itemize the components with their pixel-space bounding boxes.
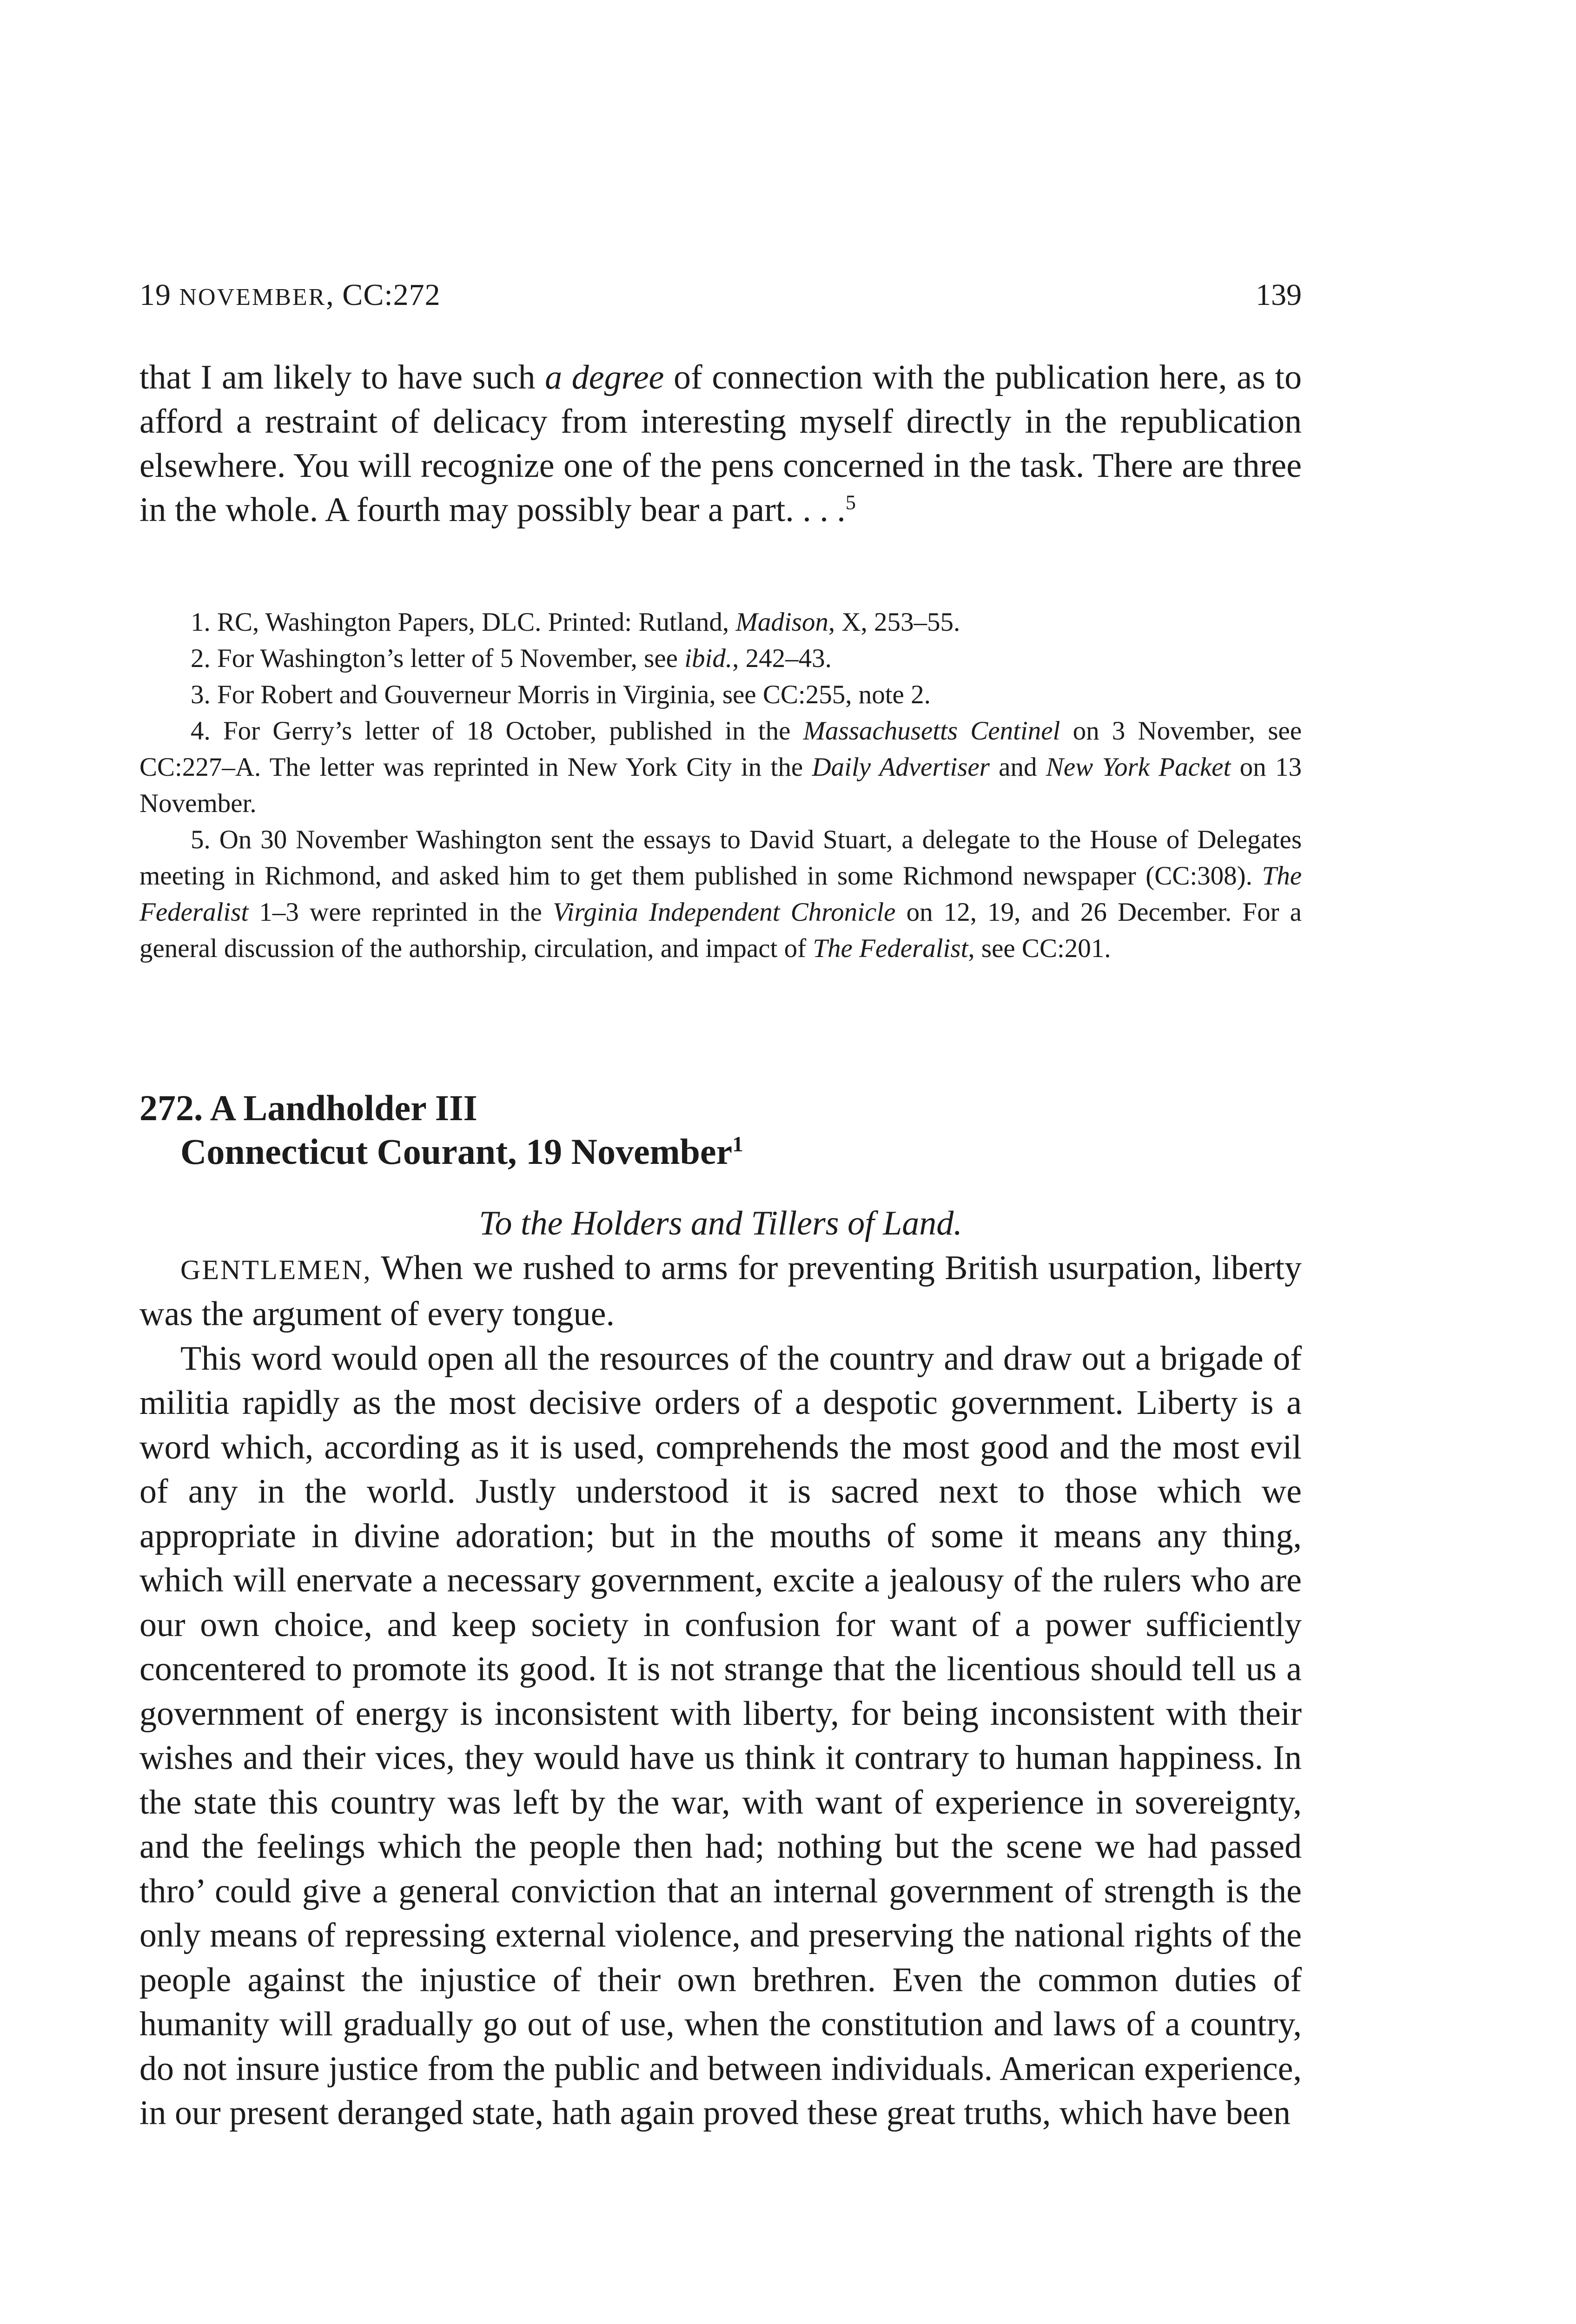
footnote-number: 1. — [191, 607, 217, 637]
footnote-italic-text: ibid. — [684, 644, 733, 673]
footnote-italic-text: The Federalist — [813, 934, 968, 963]
emphasis-a-degree: a degree — [545, 358, 664, 396]
footnote-text: and — [989, 753, 1046, 782]
document-heading — [139, 1086, 1302, 1174]
footnote-text: 1–3 were reprinted in the — [248, 898, 553, 927]
footnote-number: 2. — [191, 644, 217, 673]
running-head — [139, 272, 1302, 318]
footnote-2 — [139, 640, 1302, 677]
footnote-italic-text: The Federalist — [139, 861, 1302, 927]
document-title: 272. A Landholder III — [139, 1088, 477, 1128]
footnote-text: For Gerry’s letter of 18 October, published in the — [223, 716, 803, 746]
footnote-text: On 30 November Washington sent the essays to David Stuart, a delegate to the House of Delegates meeting in Richmond, and asked him to get them published in some Richmond newspaper (CC:308). — [139, 825, 1302, 891]
footnote-text: , 242–43. — [732, 644, 832, 673]
footnote-4 — [139, 713, 1302, 822]
running-head-month: NOVEMBER — [179, 284, 326, 310]
footnote-text: on 3 November, see CC:227–A. The letter was reprinted in New York City in the — [139, 716, 1302, 782]
footnote-3 — [139, 677, 1302, 713]
salutation: To the Holders and Tillers of Land. — [479, 1204, 962, 1242]
essay-body — [139, 1202, 1302, 2136]
footnote-number: 4. — [191, 716, 223, 746]
footnote-italic-text: Massachusetts Centinel — [803, 716, 1060, 746]
footnote-text: , see CC:201. — [968, 934, 1111, 963]
footnote-number: 3. — [191, 680, 217, 709]
footnote-1 — [139, 604, 1302, 640]
footnote-text: , X, 253–55. — [828, 607, 960, 637]
footnote-text: For Robert and Gouverneur Morris in Virginia, see CC:255, note 2. — [217, 680, 931, 709]
footnote-text: For Washington’s letter of 5 November, see — [217, 644, 685, 673]
footnote-italic-text: Daily Advertiser — [812, 753, 990, 782]
footnote-italic-text: Madison — [735, 607, 828, 637]
footnote-number: 5. — [191, 825, 219, 854]
essay-paragraph-2: This word would open all the resources of the country and draw out a brigade of militia rapidly as the most decisive orders of a despotic government. Liberty is a word which, according as it is used, comprehends the most good and the most evil of any in the world. Justly understood it is sacred next to those which we appropriate in divine adoration; but in the mouths of some it means any thing, which will enervate a necessary government, excite a jealousy of the rulers who are our own choice, and keep society in confusion for want of a power sufficiently concentered to promote its good. It is not strange that the licentious should tell us a government of energy is inconsistent with liberty, for being inconsistent with their wishes and their vices, they would have us think it contrary to human happiness. In the state this country was left by the war, with want of experience in sovereignty, and the feelings which the people then had; nothing but the scene we had passed thro’ could give a general conviction that an internal government of strength is the only means of repressing external violence, and preserving the national rights of the people against the injustice of their own brethren. Even the common duties of humanity will gradually go out of use, when the constitution and laws of a country, do not insure justice from the public and between individuals. American experience, in our present deranged state, hath again proved these great truths, which have been — [139, 1339, 1302, 2132]
footnote-text: on 12, 19, and 26 December. For a general discussion of the authorship, circulation, and impact of — [139, 898, 1302, 963]
page-number: 139 — [1256, 278, 1302, 312]
footnote-italic-text: New York Packet — [1046, 753, 1231, 782]
source-note-reference: 1 — [732, 1132, 743, 1156]
letter-continuation: that I am likely to have such a degree of connection with the publication here, as to afford a restraint of delicacy from interesting myself directly in the republication elsewhere. You will recognize one of the pens concerned in the task. There are three in the whole. A fourth may possibly bear a part. . . .$^5$ — [139, 358, 1302, 529]
footnote-italic-text: Virginia Independent Chronicle — [552, 898, 896, 927]
footnotes — [139, 604, 1302, 967]
running-head-title: 19 NOVEMBER, CC:272 — [139, 278, 441, 312]
footnote-text: RC, Washington Papers, DLC. Printed: Rutland, — [217, 607, 736, 637]
footnote-text: on 13 November. — [139, 753, 1302, 818]
document-source: Connecticut Courant, 19 November$^1$ — [180, 1131, 743, 1172]
opening-word: GENTLEMEN, — [180, 1254, 372, 1285]
note-reference-5: 5 — [845, 490, 856, 514]
footnote-5 — [139, 822, 1302, 967]
essay-paragraph-1: GENTLEMEN, When we rushed to arms for preventing British usurpation, liberty was the argument of every tongue. — [139, 1248, 1302, 1333]
